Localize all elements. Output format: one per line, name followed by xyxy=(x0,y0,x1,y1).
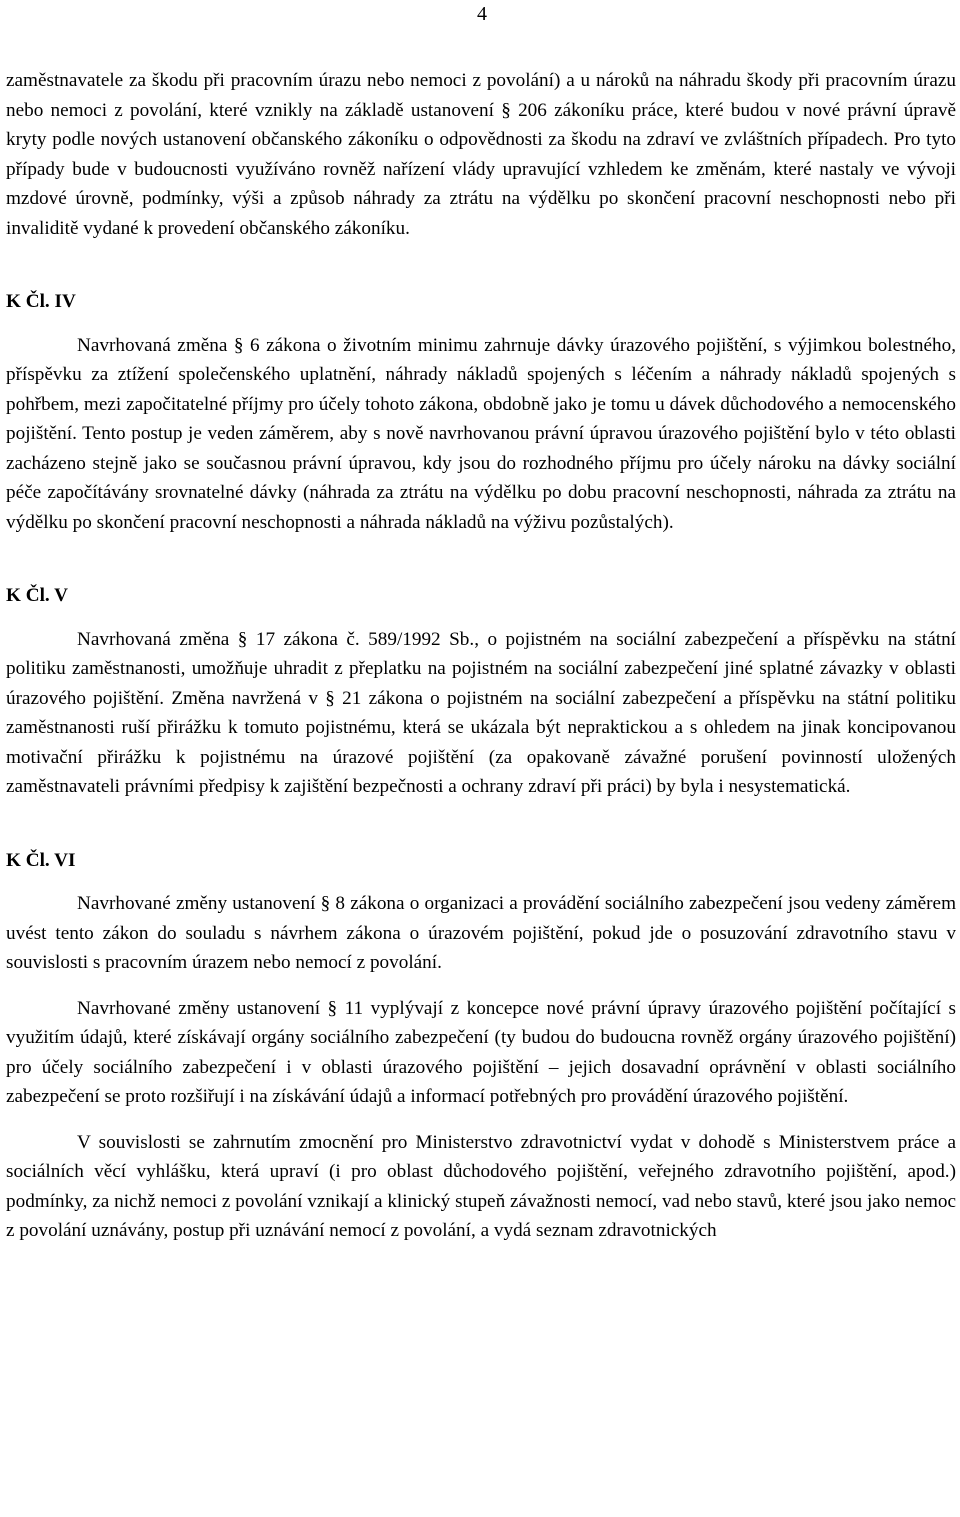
paragraph-article-iv: Navrhovaná změna § 6 zákona o životním minimu zahrnuje dávky úrazového pojištění, s výjimkou bolestného, příspěvku za ztížení společenského uplatnění, náhrady nákladů spojených s léčením a náhrady nákladů spojených s pohřbem, mezi započitatelné příjmy pro účely tohoto zákona, obdobně jako je tomu u dávek důchodového a nemocenského pojištění. Tento postup je veden záměrem, aby s nově navrhovanou právní úpravou úrazového pojištění bylo v této oblasti zacházeno stejně jako se současnou právní úpravou, kdy jsou do rozhodného příjmu pro účely nároku na dávky sociální péče započítávány srovnatelné dávky (náhrada za ztrátu na výdělku po dobu pracovní neschopnosti, náhrada za ztrátu na výdělku po skončení pracovní neschopnosti a náhrada nákladů na výživu pozůstalých). xyxy=(6,334,956,533)
document-body xyxy=(6,66,956,1246)
heading-article-iv: K Čl. IV xyxy=(6,291,76,312)
heading-article-v: K Čl. V xyxy=(6,585,69,606)
paragraph-intro: zaměstnavatele za škodu při pracovním úrazu nebo nemoci z povolání) a u nároků na náhradu škody při pracovním úrazu nebo nemoci z povolání, které vznikly na základě ustanovení § 206 zákoníku práce, které budou v nové právní úpravě kryty podle nových ustanovení občanského zákoníku o odpovědnosti za škodu na zdraví ve zvláštních případech. Pro tyto případy bude v budoucnosti využíváno rovněž nařízení vlády upravující vzhledem ke změnám, které nastaly ve vývoji mzdové úrovně, podmínky, výši a způsob náhrady za ztrátu na výdělku po skončení pracovní neschopnosti nebo při invaliditě vydané k provedení občanského zákoníku. xyxy=(6,70,956,239)
page-number: 4 xyxy=(477,3,487,25)
paragraph-article-v: Navrhovaná změna § 17 zákona č. 589/1992 Sb., o pojistném na sociální zabezpečení a příspěvku na státní politiku zaměstnanosti, umožňuje uhradit z přeplatku na pojistném na sociální zabezpečení jiné splatné závazky v oblasti úrazového pojištění. Změna navržená v § 21 zákona o pojistném na sociální zabezpečení a příspěvku na státní politiku zaměstnanosti ruší přirážku k tomuto pojistnému, která se ukázala být nepraktickou a s ohledem na jinak koncipovanou motivační přirážku k pojistnému na úrazové pojištění (za opakovaně závažné porušení povinností uložených zaměstnavateli právními předpisy k zajištění bezpečnosti a ochrany zdraví při práci) by byla i nesystematická. xyxy=(6,628,956,797)
paragraph-article-vi-3: V souvislosti se zahrnutím zmocnění pro Ministerstvo zdravotnictví vydat v dohodě s Ministerstvem práce a sociálních věcí vyhlášku, která upraví (i pro oblast důchodového pojištění, veřejného zdravotního pojištění, apod.) podmínky, za nichž nemoci z povolání vznikají a klinický stupeň závažnosti nemocí, vad nebo stavů, které jsou jako nemoc z povolání uznávány, postup při uznávání nemocí z povolání, a vydá seznam zdravotnických xyxy=(6,1131,956,1241)
paragraph-article-vi-2: Navrhované změny ustanovení § 11 vyplývají z koncepce nové právní úpravy úrazového pojištění počítající s využitím údajů, které získávají orgány sociálního zabezpečení (ty budou do budoucna rovněž orgány úrazového pojištění) pro účely sociálního zabezpečení i v oblasti úrazového pojištění – jejich dosavadní oprávnění v oblasti sociálního zabezpečení se proto rozšiřují i na získávání údajů a informací potřebných pro provádění úrazového pojištění. xyxy=(6,997,956,1107)
heading-article-vi: K Čl. VI xyxy=(6,849,76,871)
paragraph-article-vi-1: Navrhované změny ustanovení § 8 zákona o organizaci a provádění sociálního zabezpečení jsou vedeny záměrem uvést tento zákon do souladu s návrhem zákona o úrazovém pojištění, pokud jde o posuzování zdravotního stavu v souvislosti s pracovním úrazem nebo nemocí z povolání. xyxy=(6,893,956,973)
